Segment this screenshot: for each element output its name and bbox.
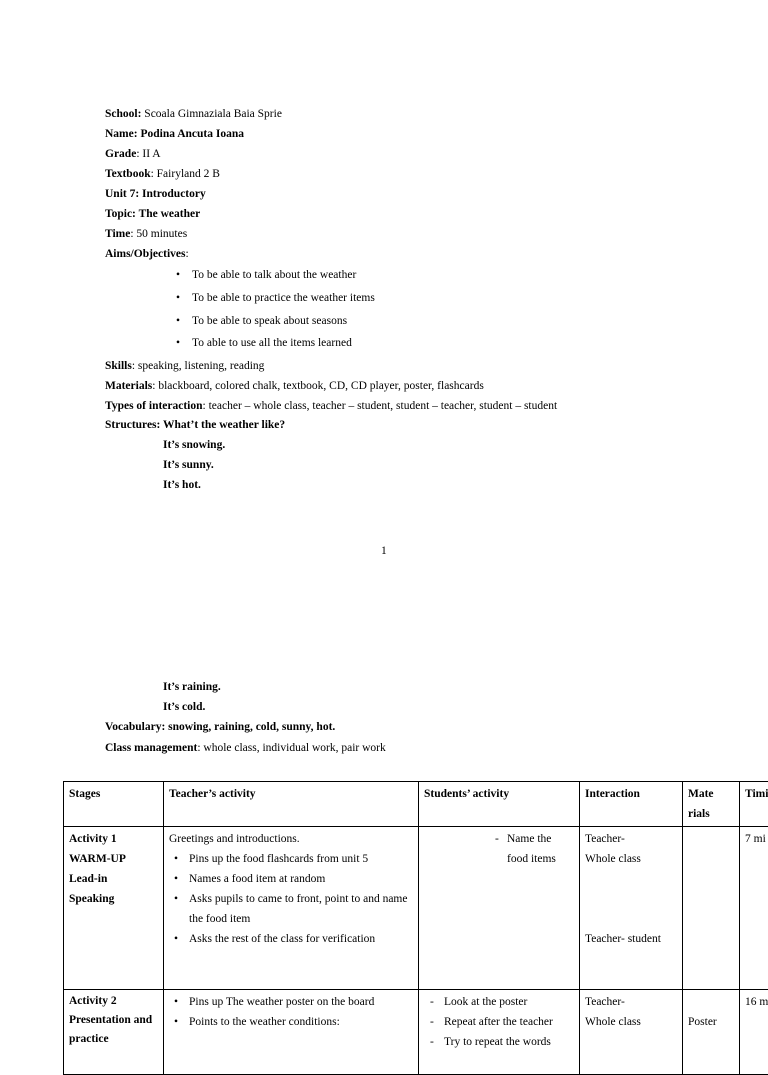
interaction-line: Teacher- — [585, 829, 677, 849]
aims-line — [105, 247, 189, 261]
name-value: Podina Ancuta Ioana — [140, 128, 244, 140]
teacher-activity-cell — [164, 827, 419, 990]
interaction-line: Teacher- student — [585, 929, 677, 949]
table-row — [64, 827, 768, 990]
interaction-line: Whole class — [585, 849, 677, 869]
aims-label: Aims/Objectives — [105, 248, 185, 260]
list-item: - Name the food items — [489, 829, 574, 869]
vocabulary-line: Vocabulary: snowing, raining, cold, sunny, hot. — [105, 720, 335, 734]
list-item: - Repeat after the teacher — [424, 1012, 574, 1032]
page-number: 1 — [381, 545, 387, 557]
skills-line — [105, 359, 264, 373]
structure-item: It’s cold. — [163, 700, 205, 714]
structure-item: It’s sunny. — [163, 458, 214, 472]
list-item: - Try to repeat the words — [424, 1032, 574, 1052]
list-item: - Look at the poster — [424, 992, 574, 1012]
materials-cell — [683, 827, 740, 990]
header-stages: Stages — [64, 782, 164, 827]
students-activity-list — [424, 992, 574, 1052]
class-management-line — [105, 741, 386, 755]
stage-line: Speaking — [69, 889, 158, 909]
stage-line: Presentation and — [69, 1011, 158, 1030]
students-activity-cell — [419, 990, 580, 1075]
aim-item: • To be able to practice the weather items — [192, 291, 375, 305]
school-value: Scoala Gimnaziala Baia Sprie — [141, 108, 282, 120]
time-value: : 50 minutes — [130, 228, 187, 240]
structure-item: It’s raining. — [163, 680, 221, 694]
materials-value: Poster — [688, 1012, 734, 1032]
interaction-line: Whole class — [585, 1012, 677, 1032]
unit-line: Unit 7: Introductory — [105, 187, 206, 201]
list-item: • Points to the weather conditions: — [169, 1012, 413, 1032]
students-activity-cell — [419, 827, 580, 990]
textbook-label: Textbook — [105, 168, 151, 180]
topic-line — [105, 207, 200, 221]
skills-value: : speaking, listening, reading — [132, 360, 265, 372]
stage-line: practice — [69, 1030, 158, 1049]
grade-label: Grade — [105, 148, 136, 160]
interaction-cell — [580, 827, 683, 990]
list-item: • Asks pupils to came to front, point to and name the food item — [169, 889, 413, 929]
materials-value: : blackboard, colored chalk, textbook, CD, CD player, poster, flashcards — [152, 380, 484, 392]
grade-value: : II A — [136, 148, 160, 160]
stage-cell — [64, 827, 164, 990]
textbook-line — [105, 167, 220, 181]
materials-line — [105, 379, 484, 393]
teacher-intro: Greetings and introductions. — [169, 829, 413, 849]
textbook-value: : Fairyland 2 B — [151, 168, 220, 180]
interaction-line: Teacher- — [585, 992, 677, 1012]
materials-cell — [683, 990, 740, 1075]
name-label: Name: — [105, 128, 140, 140]
stage-line: Activity 2 — [69, 992, 158, 1011]
topic-label: Topic: — [105, 208, 139, 220]
aim-item: • To be able to talk about the weather — [192, 268, 356, 282]
list-item: • Names a food item at random — [169, 869, 413, 889]
list-item: • Pins up the food flashcards from unit 5 — [169, 849, 413, 869]
grade-line — [105, 147, 161, 161]
header-interaction: Interaction — [580, 782, 683, 827]
structure-item: It’s snowing. — [163, 438, 225, 452]
table-header-row — [64, 782, 768, 827]
time-cell: 7 mi — [740, 827, 768, 990]
header-materials: Mate rials — [683, 782, 740, 827]
time-label: Time — [105, 228, 130, 240]
stage-line: Activity 1 — [69, 829, 158, 849]
structures-label: Structures: What’t the weather like? — [105, 418, 285, 432]
students-activity-list — [424, 829, 574, 869]
structure-item: It’s hot. — [163, 478, 201, 492]
header-teacher-activity: Teacher’s activity — [164, 782, 419, 827]
header-time: Timi — [740, 782, 768, 827]
school-line — [105, 107, 282, 121]
list-item: • Asks the rest of the class for verification — [169, 929, 413, 949]
teacher-activity-list — [169, 849, 413, 949]
stage-cell — [64, 990, 164, 1075]
materials-label: Materials — [105, 380, 152, 392]
name-line — [105, 127, 244, 141]
class-management-value: : whole class, individual work, pair work — [197, 742, 385, 754]
school-label: School: — [105, 108, 141, 120]
interaction-line — [105, 399, 557, 413]
stage-line: Lead-in — [69, 869, 158, 889]
header-students-activity: Students’ activity — [419, 782, 580, 827]
class-management-label: Class management — [105, 742, 197, 754]
list-item: • Pins up The weather poster on the board — [169, 992, 413, 1012]
time-line — [105, 227, 187, 241]
stage-line: WARM-UP — [69, 849, 158, 869]
aims-colon: : — [185, 248, 188, 260]
interaction-label: Types of interaction — [105, 400, 203, 412]
teacher-activity-cell — [164, 990, 419, 1075]
aim-item: • To be able to speak about seasons — [192, 314, 347, 328]
interaction-cell — [580, 990, 683, 1075]
teacher-activity-list — [169, 992, 413, 1032]
time-cell: 16 m — [740, 990, 768, 1075]
lesson-plan-table — [63, 781, 768, 1075]
interaction-value: : teacher – whole class, teacher – student, student – teacher, student – student — [203, 400, 558, 412]
table-row — [64, 990, 768, 1075]
topic-value: The weather — [139, 208, 201, 220]
skills-label: Skills — [105, 360, 132, 372]
aim-item: • To able to use all the items learned — [192, 336, 352, 350]
